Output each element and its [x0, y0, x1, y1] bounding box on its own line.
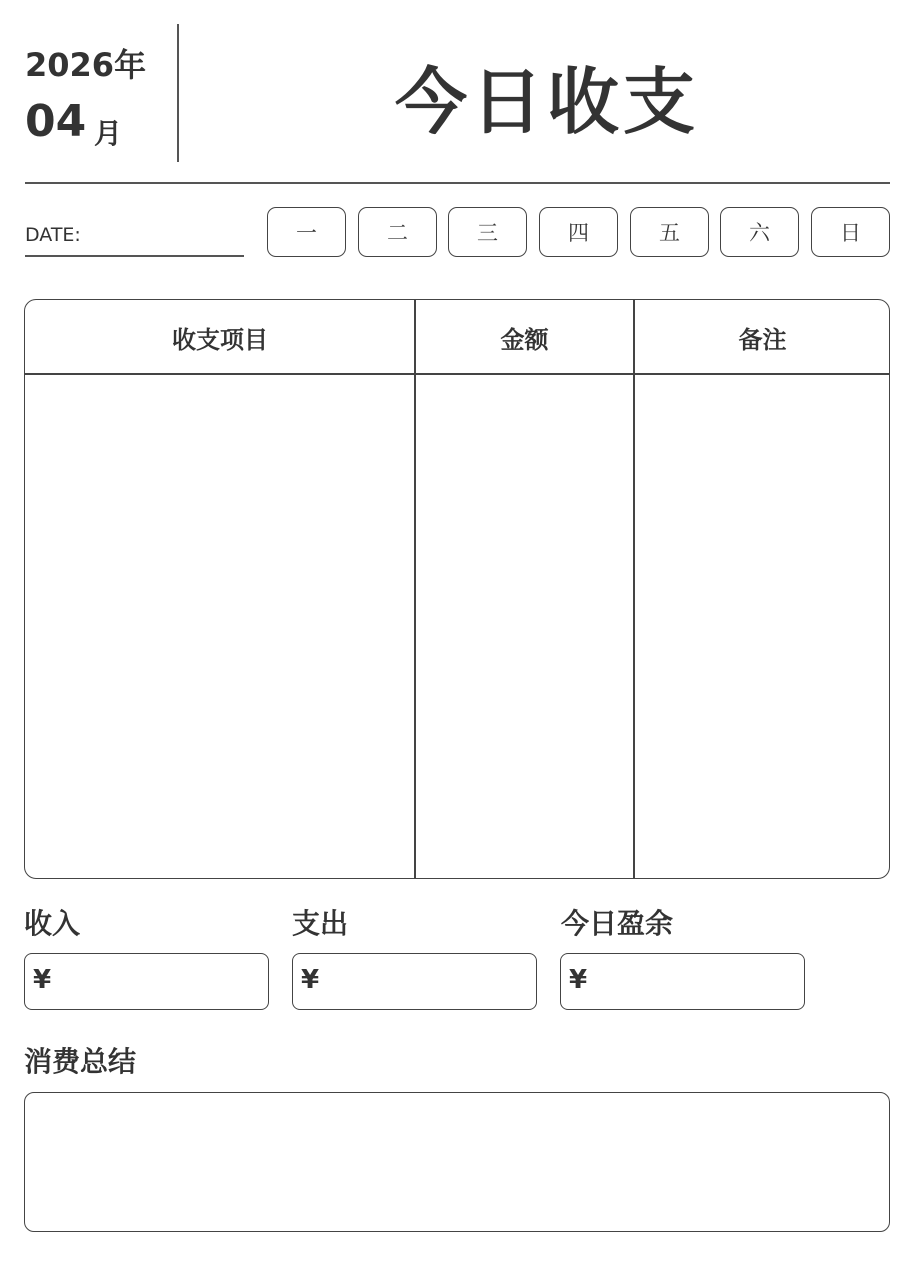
weekday-selector — [267, 207, 890, 257]
income-expense-table — [24, 299, 890, 879]
weekday-box-mon[interactable]: 一 — [267, 207, 346, 257]
column-header-amount: 金额 — [500, 325, 549, 354]
month-number: 04 — [25, 96, 87, 147]
weekday-box-tue[interactable]: 二 — [358, 207, 437, 257]
weekday-box-sat[interactable]: 六 — [720, 207, 799, 257]
date-label: DATE: — [25, 224, 81, 246]
item-column-area[interactable] — [25, 375, 414, 878]
header-vertical-divider — [177, 24, 179, 162]
weekday-box-thu[interactable]: 四 — [539, 207, 618, 257]
notes-column-area[interactable] — [635, 375, 890, 878]
column-header-item: 收支项目 — [172, 325, 268, 354]
column-header-notes: 备注 — [738, 325, 787, 354]
surplus-field[interactable] — [560, 953, 805, 1010]
expense-field[interactable] — [292, 953, 537, 1010]
page-header — [0, 0, 914, 184]
yen-icon: ¥ — [569, 965, 588, 995]
page-title: 今日收支 — [394, 60, 699, 144]
spending-summary-label: 消费总结 — [24, 1045, 137, 1078]
income-label: 收入 — [24, 907, 81, 940]
spending-summary-box[interactable] — [24, 1092, 890, 1232]
income-field[interactable] — [24, 953, 269, 1010]
weekday-box-sun[interactable]: 日 — [811, 207, 890, 257]
month-suffix: 月 — [94, 117, 123, 150]
header-horizontal-divider — [25, 182, 890, 184]
expense-label: 支出 — [292, 907, 349, 940]
weekday-box-wed[interactable]: 三 — [448, 207, 527, 257]
amount-column-area[interactable] — [415, 375, 633, 878]
surplus-label: 今日盈余 — [561, 907, 674, 940]
yen-icon: ¥ — [301, 965, 320, 995]
yen-icon: ¥ — [33, 965, 52, 995]
date-field-line[interactable] — [25, 255, 244, 257]
year-label: 2026年 — [25, 46, 147, 84]
weekday-box-fri[interactable]: 五 — [630, 207, 709, 257]
